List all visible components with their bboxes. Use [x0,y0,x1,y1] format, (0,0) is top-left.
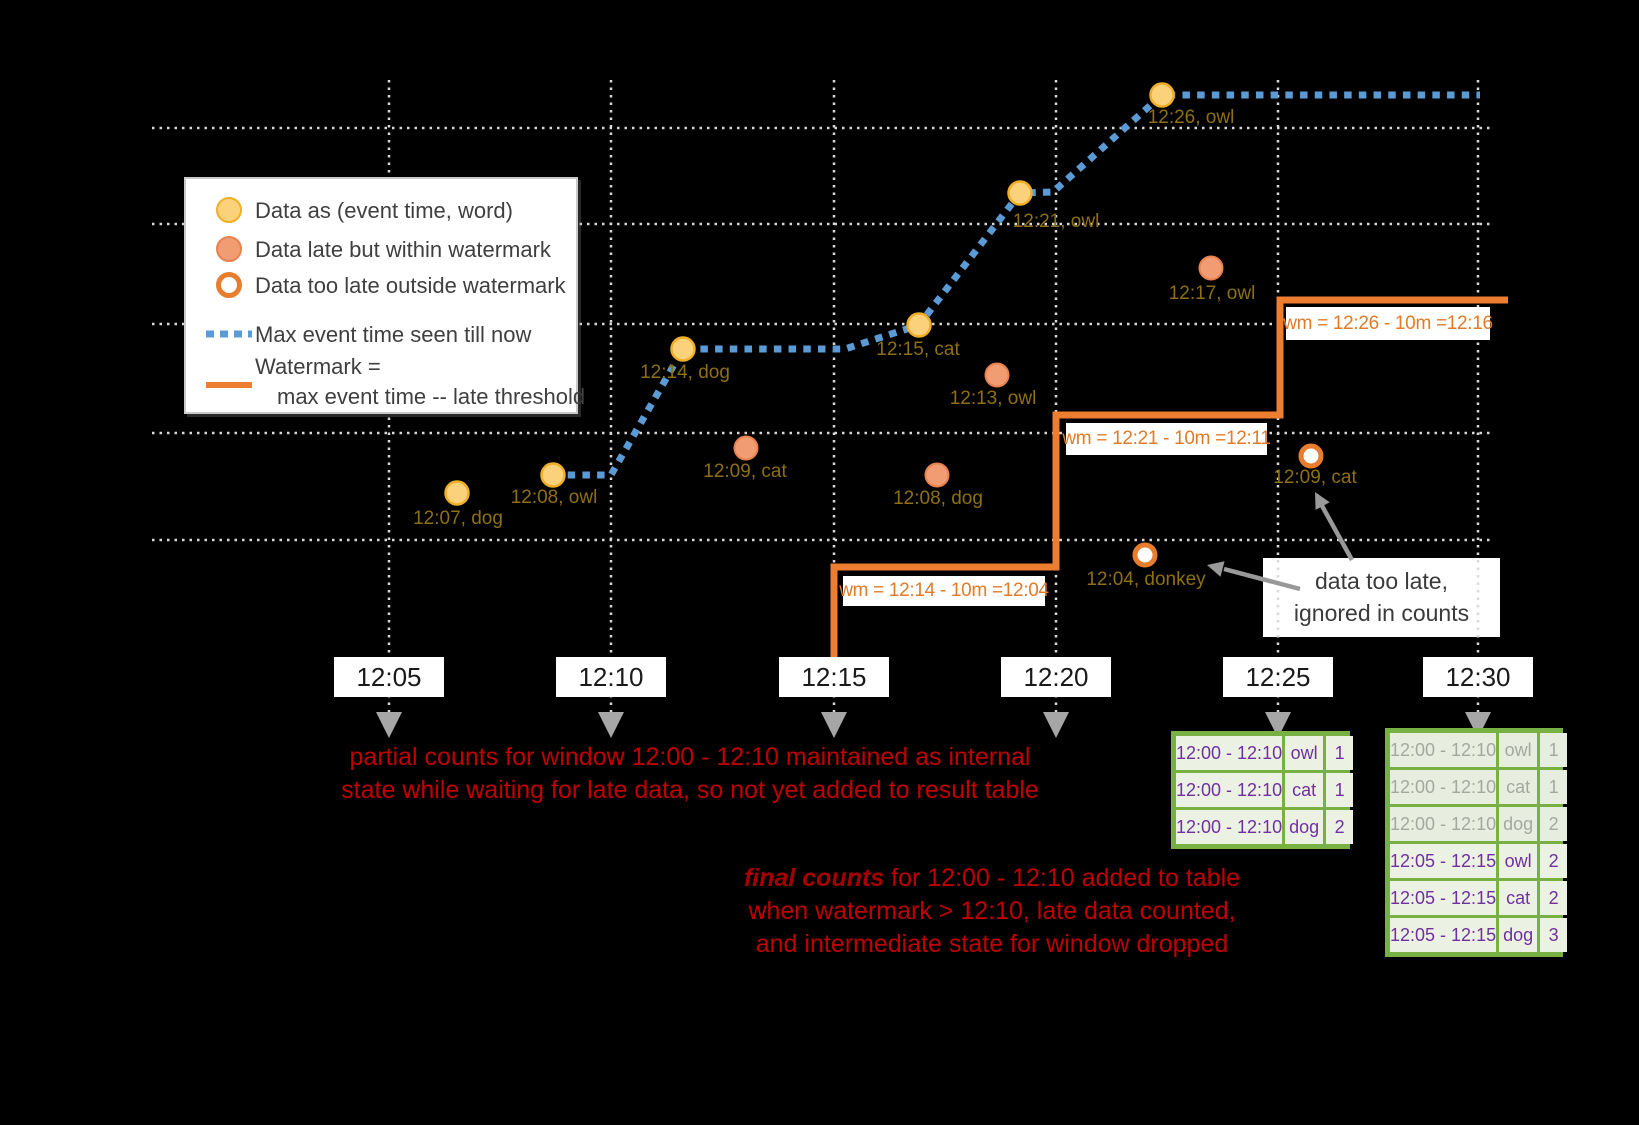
data-point-late [1200,257,1223,280]
point-label: 12:08, owl [510,487,598,508]
axis-tick-label: 12:20 [1001,657,1111,697]
partial-counts-line1: partial counts for window 12:00 - 12:10 maintained as internal [349,743,1031,771]
legend-item-late: Data late but within watermark [255,237,551,262]
result-cell-word: cat [1285,773,1323,807]
point-label: 12:09, cat [703,461,787,482]
point-label: 12:14, dog [640,362,730,383]
result-cell-window: 12:00 - 12:10 [1390,733,1496,767]
axis-arrow-icon [821,712,847,738]
data-point-late [986,364,1009,387]
axis-arrow-icon [598,712,624,738]
max-event-time-line [553,95,1480,475]
result-cell-window: 12:05 - 12:15 [1390,844,1496,878]
result-cell-window: 12:00 - 12:10 [1176,736,1282,770]
result-cell-window: 12:00 - 12:10 [1176,773,1282,807]
note-arrow-head-icon [1207,561,1225,577]
note-arrow [1321,504,1352,560]
result-cell-count: 1 [1540,770,1567,804]
result-cell-word: dog [1499,807,1537,841]
axis-arrow-icon [1465,712,1491,738]
point-label: 12:08, dog [893,488,983,509]
data-point-toolate [1135,545,1155,565]
result-cell-count: 2 [1540,807,1567,841]
axis-arrow-icon [376,712,402,738]
axis-tick-label: 12:10 [556,657,666,697]
legend-item-toolate: Data too late outside watermark [255,273,566,298]
data-point-late [735,437,758,460]
axis-arrow-icon [1265,712,1291,738]
point-label: 12:13, owl [949,388,1037,409]
data-point-ontime [446,482,469,505]
result-cell-word: dog [1499,918,1537,952]
watermark-label: wm = 12:21 - 10m =12:11 [1066,423,1267,455]
result-cell-count: 2 [1540,881,1567,915]
watermark-label: wm = 12:14 - 10m =12:04 [843,576,1045,606]
result-cell-word: cat [1499,770,1537,804]
data-point-toolate [1301,446,1321,466]
axis-tick-label: 12:25 [1223,657,1333,697]
result-cell-word: owl [1499,844,1537,878]
result-cell-word: owl [1285,736,1323,770]
result-cell-window: 12:00 - 12:10 [1390,770,1496,804]
legend-item-ontime: Data as (event time, word) [255,198,513,223]
result-cell-count: 1 [1326,736,1353,770]
final-counts-bold: final counts [743,864,885,892]
data-point-ontime [1151,84,1174,107]
result-cell-word: cat [1499,881,1537,915]
result-cell-count: 2 [1326,810,1353,844]
too-late-note-line2: ignored in counts [1293,600,1470,626]
point-label: 12:07, dog [413,508,503,529]
data-point-ontime [542,464,565,487]
point-label: 12:15, cat [876,339,960,360]
result-cell-word: owl [1499,733,1537,767]
note-arrow [1224,569,1300,589]
data-point-late [926,464,949,487]
data-point-ontime [908,314,931,337]
legend-item-watermark: Watermark = [255,354,381,379]
point-label: 12:21, owl [1012,211,1100,232]
final-counts-line2: when watermark > 12:10, late data counted, [748,897,1236,925]
result-cell-count: 3 [1540,918,1567,952]
final-counts-line1-rest: for 12:00 - 12:10 added to table [884,864,1241,892]
partial-counts-line2: state while waiting for late data, so not yet added to result table [341,776,1039,804]
legend-item-max-event: Max event time seen till now [255,322,532,347]
result-cell-count: 1 [1540,733,1567,767]
legend-item-watermark-def: max event time -- late threshold [277,384,586,409]
point-label: 12:17, owl [1168,283,1256,304]
result-cell-count: 1 [1326,773,1353,807]
point-label: 12:04, donkey [1086,569,1206,590]
point-label: 12:26, owl [1147,107,1235,128]
result-cell-window: 12:00 - 12:10 [1176,810,1282,844]
result-cell-count: 2 [1540,844,1567,878]
axis-tick-label: 12:15 [779,657,889,697]
result-cell-word: dog [1285,810,1323,844]
final-counts-line3: and intermediate state for window dropped [755,930,1229,958]
watermark-label: wm = 12:26 - 10m =12:16 [1286,307,1490,340]
data-point-ontime [672,338,695,361]
result-cell-window: 12:00 - 12:10 [1390,807,1496,841]
result-cell-window: 12:05 - 12:15 [1390,918,1496,952]
point-label: 12:09, cat [1273,467,1357,488]
axis-tick-label: 12:05 [334,657,444,697]
axis-tick-label: 12:30 [1423,657,1533,697]
too-late-note-line1: data too late, [1315,568,1448,594]
result-cell-window: 12:05 - 12:15 [1390,881,1496,915]
axis-arrow-icon [1043,712,1069,738]
data-point-ontime [1009,182,1032,205]
